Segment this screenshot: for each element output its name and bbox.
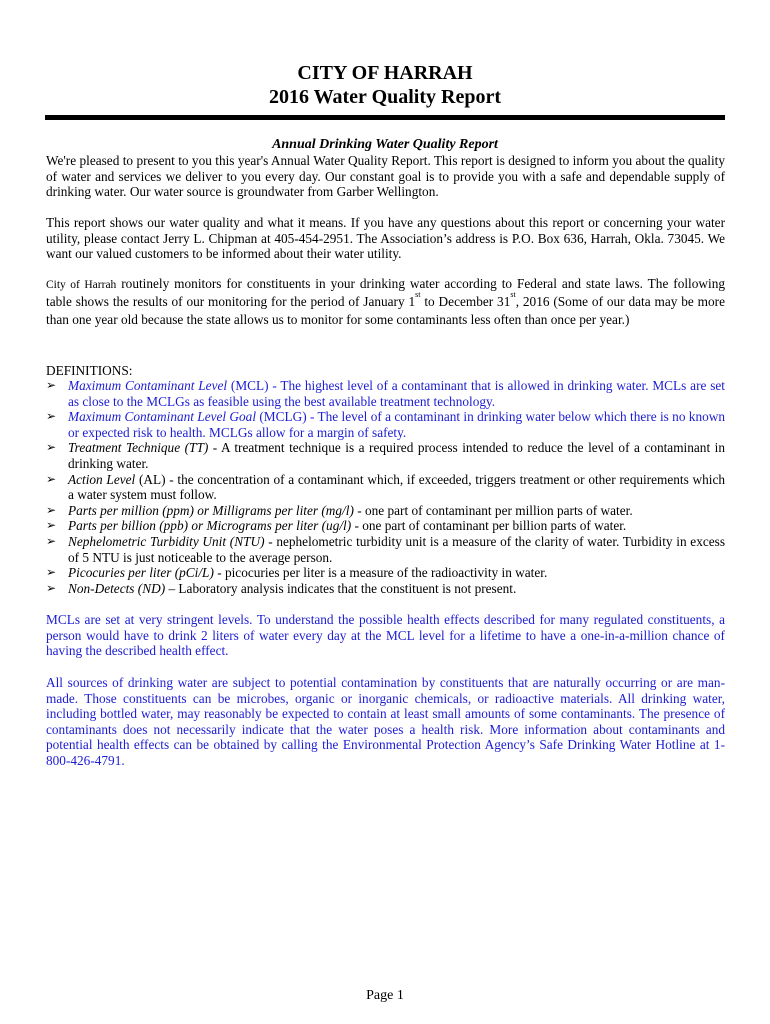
definition-desc: - The highest level of a contaminant that is allowed in drinking water. MCLs are set as close to the MCLGs as feasible using the best available treatment technology. [68,378,725,409]
definition-desc: - one part of contaminant per million parts of water. [353,502,633,518]
page-number: Page 1 [366,988,404,1003]
definition-term: Non-Detects (ND) [68,580,166,596]
definition-term: Treatment Technique (TT) [68,440,209,456]
definition-term: Maximum Contaminant Level Goal [68,409,257,425]
arrow-bullet-icon: ➢ [46,533,57,548]
intro-paragraph-1: We're pleased to present to you this year's Annual Water Quality Report. This report is designed to inform you about the quality of water and services we deliver to you every day. Our constant goal is to provide you with a safe and dependable supply of drinking water. Our water source is groundwater from Garber Wellington. [46,153,725,200]
definition-term: Parts per billion (ppb) or Micrograms per liter (ug/l) [68,518,352,534]
monitoring-text-a: routinely monitors for constituents in your drinking water according to Federal and state laws. The following table shows the results of our monitoring for the period of January 1 [46,276,725,309]
superscript-st-1: st [415,289,421,299]
definition-term: Parts per million (ppm) or Milligrams per liter (mg/l) [68,502,354,518]
definition-abbr: (AL) [135,471,166,487]
definition-item [46,565,725,581]
arrow-bullet-icon: ➢ [46,580,57,595]
definition-desc: - The level of a contaminant in drinking water below which there is no known or expected risk to health. MCLGs allow for a margin of safety. [68,409,726,440]
definition-item [46,440,725,471]
arrow-bullet-icon: ➢ [46,565,57,580]
mcl-paragraph: MCLs are set at very stringent levels. To understand the possible health effects described for many regulated constituents, a person would have to drink 2 liters of water every day at the MCL level for a lifetime to have a one-in-a-million chance of having the described health effect. [46,612,725,659]
arrow-bullet-icon: ➢ [46,409,57,424]
definition-item [46,534,725,565]
contamination-paragraph: All sources of drinking water are subject to potential contamination by constituents that are naturally occurring or are man-made. Those constituents can be microbes, organic or inorganic chemicals, or radioactive materials. All drinking water, including bottled water, may reasonably be expected to contain at least small amounts of some contaminants. The presence of contaminants does not necessarily indicate that the water poses a health risk. More information about contaminants and potential health effects can be obtained by calling the Environmental Protection Agency’s Safe Drinking Water Hotline at 1-800-426-4791. [46,675,725,768]
definition-term: Maximum Contaminant Level [68,378,228,393]
superscript-st-2: st [510,289,516,299]
monitoring-paragraph [46,276,725,329]
definition-desc: - the concentration of a contaminant which, if exceeded, triggers treatment or other requirements which a water system must follow. [68,471,725,503]
arrow-bullet-icon: ➢ [46,502,57,517]
report-title-line1: CITY OF HARRAH [297,62,473,84]
definition-desc: - picocuries per liter is a measure of the radioactivity in water. [213,565,548,581]
definition-abbr: (MCL) [227,378,269,393]
city-name: City of Harrah [46,279,117,291]
definition-item [46,581,725,597]
definitions-heading: DEFINITIONS: [46,363,133,378]
definition-item [46,472,725,503]
definition-desc: – Laboratory analysis indicates that the constituent is not present. [165,580,517,596]
monitoring-text-b: to December 31 [420,293,511,309]
definition-item [46,378,725,409]
title-divider [45,115,725,120]
report-subtitle: Annual Drinking Water Quality Report [272,137,498,152]
monitoring-text-c: , 2016 (Some of our data may be more than one year old because the state allows us to monitor for some contaminants less often than once per year.) [46,293,725,327]
definition-item [46,518,725,534]
definitions-list [46,378,725,596]
definition-desc: - nephelometric turbidity unit is a measure of the clarity of water. Turbidity in excess of 5 NTU is just noticeable to the average person. [68,533,725,565]
definition-term: Nephelometric Turbidity Unit (NTU) [68,533,265,549]
arrow-bullet-icon: ➢ [46,518,57,533]
definition-item [46,409,725,440]
report-title-line2: 2016 Water Quality Report [268,86,502,108]
arrow-bullet-icon: ➢ [46,440,57,455]
definition-desc: - one part of contaminant per billion parts of water. [351,518,627,534]
arrow-bullet-icon: ➢ [46,471,57,486]
definition-desc: - A treatment technique is a required process intended to reduce the level of a contaminant in drinking water. [68,440,725,471]
definition-item [46,503,725,519]
definition-abbr: (MCLG) [256,409,307,425]
definition-term: Picocuries per liter (pCi/L) [68,565,214,581]
definition-term: Action Level [68,471,136,487]
intro-paragraph-2: This report shows our water quality and what it means. If you have any questions about this report or concerning your water utility, please contact Jerry L. Chipman at 405-454-2951. The Association’s address is P.O. Box 636, Harrah, Okla. 73045. We want our valued customers to be informed about their water utility. [46,215,725,262]
arrow-bullet-icon: ➢ [46,378,57,392]
